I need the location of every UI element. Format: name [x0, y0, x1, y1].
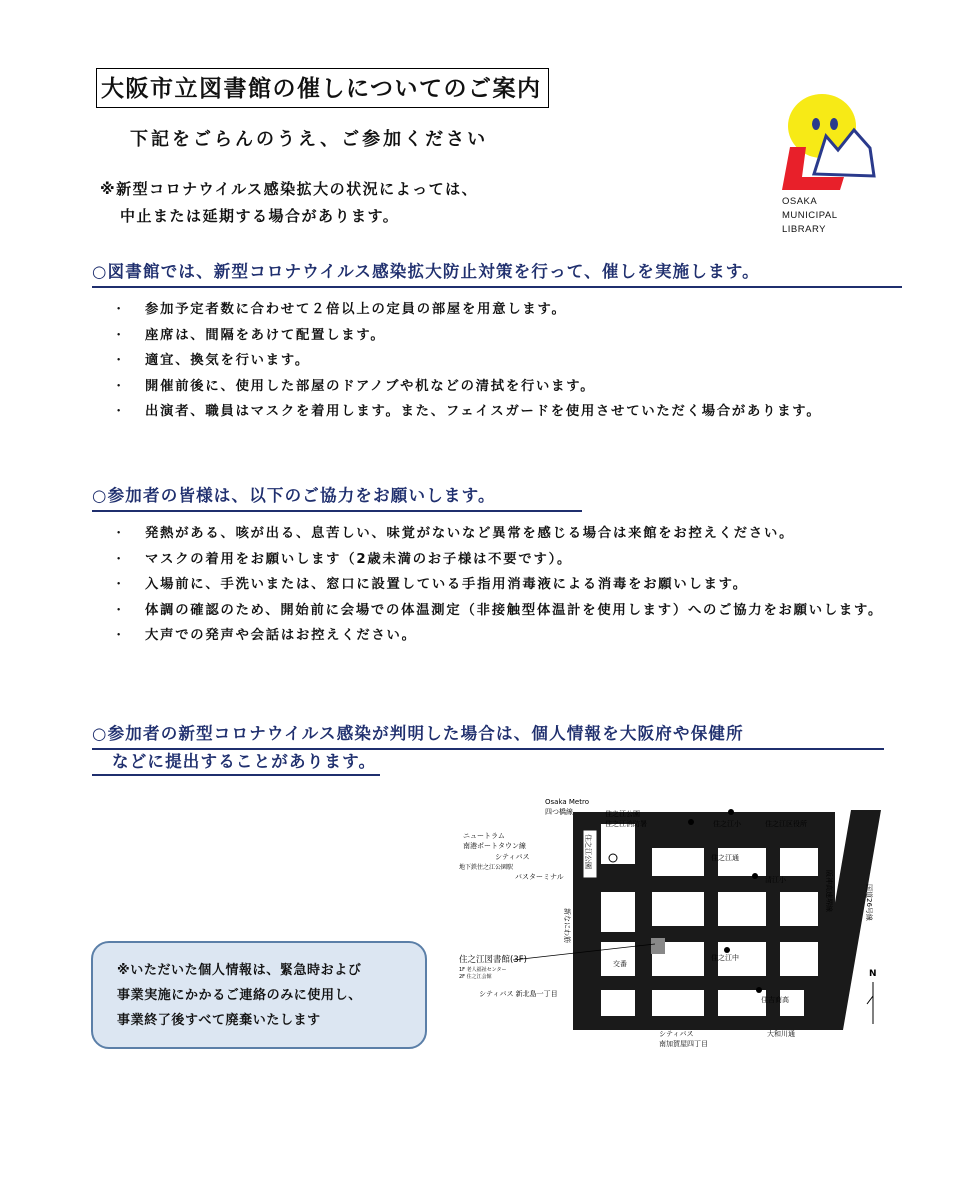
- cancellation-notice: [100, 176, 478, 230]
- list-item: ・ 大声での発声や会話はお控えください。: [112, 628, 417, 643]
- map-label-bus-terminal: バスターミナル: [515, 873, 564, 881]
- section2-heading: ○参加者の皆様は、以下のご協力をお願いします。: [92, 484, 582, 512]
- privacy-note-line2: 事業実施にかかるご連絡のみに使用し、: [117, 988, 362, 1003]
- list-item: ・ 座席は、間隔をあけて配置します。: [112, 327, 386, 343]
- section1-list: [112, 297, 892, 425]
- logo-text-line1: OSAKA: [782, 196, 818, 207]
- list-item: ・ 出演者、職員はマスクを着用します。また、フェイスガードを使用させていただく場合があります。: [112, 404, 822, 419]
- map-label-bus-stop3-name: 南加賀屋四丁目: [659, 1040, 708, 1048]
- map-label-metro-line: 四つ橋線: [545, 808, 573, 816]
- map-label-koban: 交番: [613, 960, 627, 968]
- map-label-library-1f: 1F 老人福祉センター: [459, 967, 507, 973]
- map-label-kiyoe: 清江小: [765, 876, 786, 884]
- cancellation-notice-line1: ※新型コロナウイルス感染拡大の状況によっては、: [100, 180, 479, 198]
- map-label-newtram: ニュートラム: [463, 832, 505, 840]
- map-label-park: 住之江公園: [605, 810, 640, 818]
- map-label-hanshin: 阪神高速堺線: [825, 870, 833, 912]
- logo-text-line2: MUNICIPAL: [782, 210, 838, 221]
- privacy-note: [91, 941, 427, 1049]
- map-label-bus-stop3: シティバス: [659, 1030, 694, 1038]
- access-map: [455, 790, 895, 1050]
- intro-text: 下記をごらんのうえ、ご参加ください: [130, 129, 489, 150]
- section3-heading-line1: ○参加者の新型コロナウイルス感染が判明した場合は、個人情報を大阪府や保健所: [92, 722, 884, 750]
- map-label-citybus: シティバス: [495, 853, 530, 861]
- list-item: ・ 入場前に、手洗いまたは、窓口に設置している手指用消毒液による消毒をお願いします。: [112, 577, 748, 592]
- section2-list: [112, 521, 892, 649]
- list-item: ・ 適宜、換気を行います。: [112, 353, 311, 368]
- map-label-newtram-line: 南港ポートタウン線: [463, 842, 526, 850]
- library-logo: [782, 92, 878, 242]
- logo-text-line3: LIBRARY: [782, 224, 826, 235]
- map-label-park-vertical: 住之江公園: [584, 834, 592, 869]
- map-label-metro: Osaka Metro: [545, 798, 589, 806]
- map-label-library: 住之江図書館(3F): [459, 955, 527, 965]
- map-label-route26: 国道26号線: [865, 884, 873, 921]
- page-title: 大阪市立図書館の催しについてのご案内: [96, 68, 549, 108]
- privacy-note-line1: ※いただいた個人情報は、緊急時および: [117, 963, 362, 978]
- map-label-elem-school: 住之江小: [713, 820, 741, 828]
- map-north-label: N: [869, 969, 877, 979]
- list-item: ・ マスクの着用をお願いします（2歳未満のお子様は不要です）。: [112, 551, 573, 567]
- map-label-jhs: 住之江中: [711, 954, 739, 962]
- list-item: ・ 体調の確認のため、開始前に会場での体温測定（非接触型体温計を使用します）へのご協力をお願いします。: [112, 602, 884, 618]
- map-label-highschool: 住吉商高: [761, 996, 789, 1004]
- map-label-ward-office: 住之江区役所: [765, 820, 807, 828]
- library-logo-mark: [782, 92, 878, 202]
- map-label-station: 地下鉄住之江公園駅: [459, 864, 514, 871]
- privacy-note-line3: 事業終了後すべて廃棄いたします: [117, 1013, 321, 1028]
- cancellation-notice-line2: 中止または延期する場合があります。: [120, 207, 400, 225]
- map-library-building: [651, 938, 665, 954]
- map-label-shinnaniwa: 新なにわ筋: [563, 908, 571, 943]
- list-item: ・ 参加予定者数に合わせて２倍以上の定員の部屋を用意します。: [112, 302, 567, 317]
- map-label-yamatogawa: 大和川通: [767, 1030, 795, 1038]
- list-item: ・ 発熱がある、咳が出る、息苦しい、味覚がないなど異常を感じる場合は来館をお控えください。: [112, 526, 795, 541]
- list-item: ・ 開催前後に、使用した部屋のドアノブや机などの清拭を行います。: [112, 378, 596, 394]
- section3-heading-line2: などに提出することがあります。: [92, 750, 380, 776]
- map-label-bus-stop2: シティバス 新北島一丁目: [479, 990, 558, 998]
- map-label-library-2f: 2F 住之江会館: [459, 974, 492, 980]
- map-label-fire-station: 住之江消防署: [605, 820, 647, 828]
- section1-heading: ○図書館では、新型コロナウイルス感染拡大防止対策を行って、催しを実施します。: [92, 260, 902, 288]
- section3-heading: [92, 722, 884, 778]
- map-label-dori: 住之江通: [711, 854, 739, 862]
